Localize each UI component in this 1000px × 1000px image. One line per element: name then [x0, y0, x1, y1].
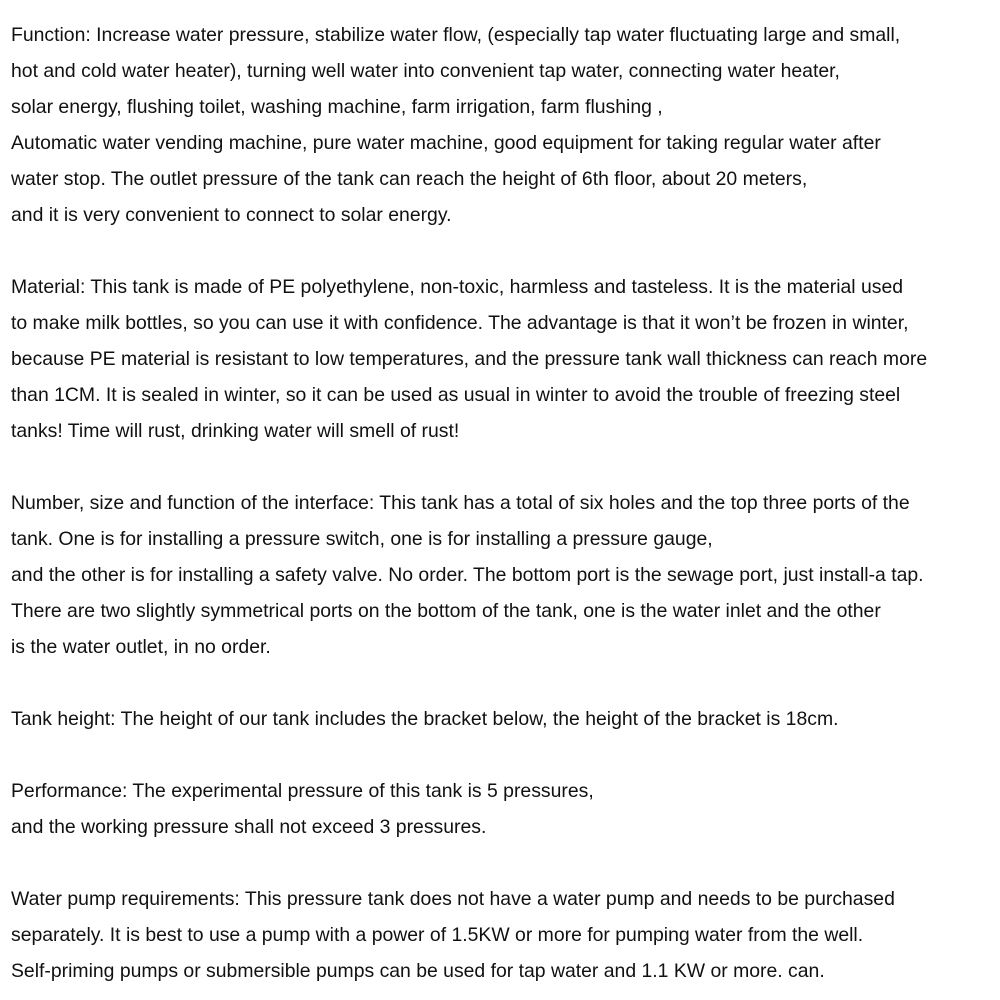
text-line: and the other is for installing a safety valve. No order. The bottom port is the sewage port, just install-a tap. — [11, 564, 924, 586]
text-line: than 1CM. It is sealed in winter, so it can be used as usual in winter to avoid the trouble of freezing steel — [11, 384, 901, 406]
text-line: to make milk bottles, so you can use it with confidence. The advantage is that it won’t be frozen in winter, — [11, 312, 909, 334]
text-line: water stop. The outlet pressure of the tank can reach the height of 6th floor, about 20 meters, — [11, 168, 808, 190]
text-line: tanks! Time will rust, drinking water will smell of rust! — [11, 420, 460, 442]
text-line: There are two slightly symmetrical ports on the bottom of the tank, one is the water inlet and the other — [11, 600, 881, 622]
text-line: separately. It is best to use a pump with a power of 1.5KW or more for pumping water from the well. — [11, 924, 864, 946]
text-line: is the water outlet, in no order. — [11, 636, 271, 658]
tank-height-paragraph — [11, 701, 996, 737]
text-line: Self-priming pumps or submersible pumps can be used for tap water and 1.1 KW or more. can. — [11, 960, 825, 982]
text-line: and it is very convenient to connect to solar energy. — [11, 204, 452, 226]
text-line: because PE material is resistant to low temperatures, and the pressure tank wall thickness can reach more — [11, 348, 928, 370]
material-paragraph — [11, 269, 996, 449]
text-line: and the working pressure shall not exceed 3 pressures. — [11, 816, 487, 838]
text-line: solar energy, flushing toilet, washing machine, farm irrigation, farm flushing , — [11, 96, 663, 118]
text-line: Tank height: The height of our tank includes the bracket below, the height of the bracket is 18cm. — [11, 708, 839, 730]
text-line: tank. One is for installing a pressure switch, one is for installing a pressure gauge, — [11, 528, 713, 550]
text-line: Automatic water vending machine, pure water machine, good equipment for taking regular water after — [11, 132, 881, 154]
pump-requirements-paragraph — [11, 881, 996, 989]
text-line: hot and cold water heater), turning well water into convenient tap water, connecting water heater, — [11, 60, 840, 82]
function-paragraph — [11, 17, 996, 233]
text-line: Number, size and function of the interface: This tank has a total of six holes and the top three ports of the — [11, 492, 910, 514]
text-line: Material: This tank is made of PE polyethylene, non-toxic, harmless and tasteless. It is the material used — [11, 276, 904, 298]
text-line: Function: Increase water pressure, stabilize water flow, (especially tap water fluctuating large and small, — [11, 24, 901, 46]
interface-paragraph — [11, 485, 996, 665]
product-description — [11, 17, 996, 989]
performance-paragraph — [11, 773, 996, 845]
text-line: Performance: The experimental pressure of this tank is 5 pressures, — [11, 780, 594, 802]
text-line: Water pump requirements: This pressure tank does not have a water pump and needs to be purchased — [11, 888, 895, 910]
